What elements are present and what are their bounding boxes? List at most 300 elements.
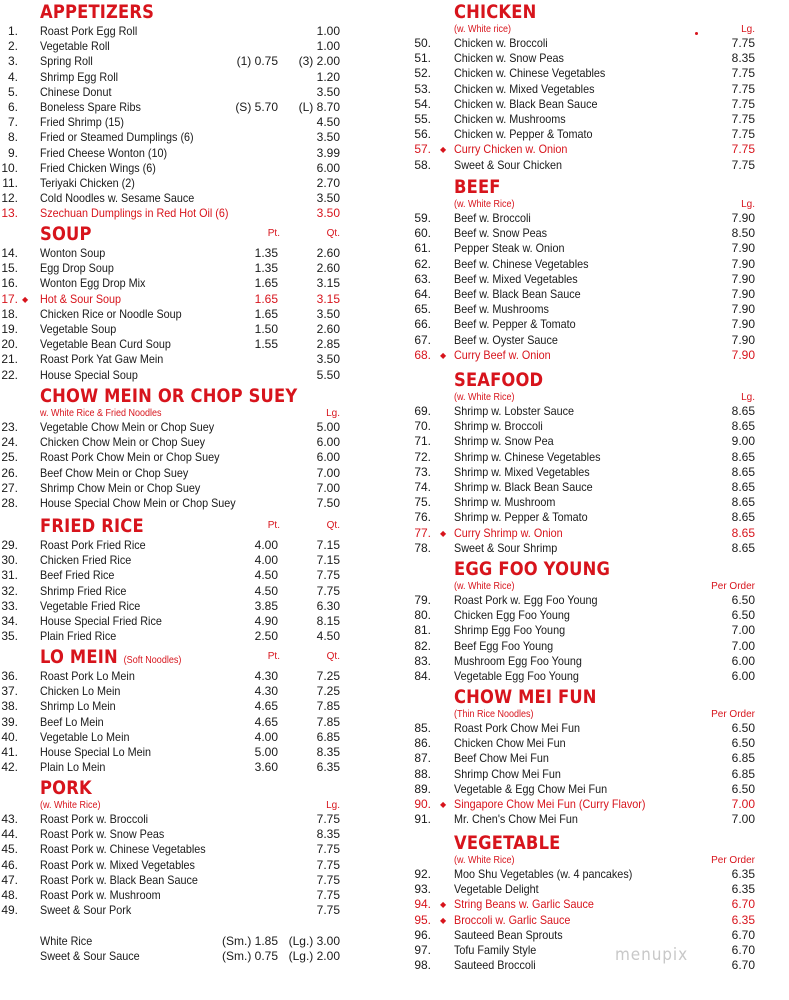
section-title: CHICKEN <box>454 1 537 23</box>
section-header <box>410 175 755 199</box>
item-price-small: 4.00 <box>254 538 278 552</box>
menu-item <box>0 584 350 599</box>
item-number: 79. <box>414 593 431 607</box>
menu-section <box>410 175 755 363</box>
item-name: Hot & Sour Soup <box>40 291 122 306</box>
item-number: 68. <box>414 347 431 362</box>
item-number: 38. <box>1 699 18 714</box>
item-name: Teriyaki Chicken (2) <box>40 175 135 190</box>
item-price-large: 7.25 <box>316 684 340 699</box>
item-price-large: 7.15 <box>316 553 340 568</box>
item-price: 8.65 <box>731 540 755 555</box>
item-number: 1. <box>7 24 18 38</box>
item-name: Chinese Donut <box>40 84 112 99</box>
menu-item <box>410 882 755 897</box>
menu-item <box>410 287 755 302</box>
item-name: Chicken w. Pepper & Tomato <box>454 127 593 142</box>
item-name: Beef w. Pepper & Tomato <box>454 317 576 332</box>
item-price-large: 2.85 <box>316 337 340 352</box>
item-number: 51. <box>414 51 431 66</box>
extra-item <box>0 934 350 949</box>
item-number: 84. <box>414 668 431 683</box>
item-name: Shrimp w. Pepper & Tomato <box>454 510 588 525</box>
item-price-large: 6.00 <box>316 450 340 465</box>
item-price-large: 7.75 <box>316 583 340 598</box>
item-name: Beef w. Oyster Sauce <box>454 332 558 347</box>
menu-item <box>0 322 350 337</box>
section-note-row <box>410 392 755 404</box>
item-price: 7.90 <box>731 317 755 332</box>
item-number: 18. <box>1 306 18 321</box>
item-number: 57. <box>414 142 431 157</box>
menu-item <box>410 943 755 958</box>
item-number: 22. <box>1 367 18 382</box>
item-name: Vegetable Delight <box>454 882 539 897</box>
item-name: Chicken Fried Rice <box>40 553 132 568</box>
item-name: Roast Pork w. Mushroom <box>40 887 161 902</box>
item-number: 78. <box>414 540 431 555</box>
section-header <box>0 645 350 669</box>
menu-item <box>0 100 350 115</box>
menu-item <box>0 161 350 176</box>
item-price-large: 7.15 <box>316 538 340 552</box>
item-name: Roast Pork Chow Mei Fun <box>454 721 581 735</box>
item-price-large: 3.50 <box>316 191 340 206</box>
item-price-large: 7.75 <box>316 857 340 872</box>
menu-item <box>410 112 755 127</box>
item-name: Roast Pork w. Mixed Vegetables <box>40 857 195 872</box>
menu-item <box>410 465 755 480</box>
menu-item <box>410 404 755 419</box>
item-number: 25. <box>1 450 18 465</box>
item-number: 80. <box>414 608 431 623</box>
menu-item <box>410 593 755 608</box>
item-price: 6.00 <box>731 653 755 668</box>
item-number: 27. <box>1 480 18 495</box>
item-price-large: 6.00 <box>316 160 340 175</box>
item-name: Roast Pork Egg Roll <box>40 24 138 38</box>
item-number: 7. <box>7 115 18 130</box>
item-name: Cold Noodles w. Sesame Sauce <box>40 191 195 206</box>
item-name: Shrimp w. Lobster Sauce <box>454 404 575 418</box>
menu-item <box>410 127 755 142</box>
item-number: 69. <box>414 404 431 418</box>
item-number: 4. <box>7 69 18 84</box>
column-header: Per Order <box>711 855 755 866</box>
item-price-large: 6.00 <box>316 435 340 450</box>
item-price-large: 8.15 <box>316 613 340 628</box>
item-price: 6.50 <box>731 593 755 607</box>
menu-item <box>0 614 350 629</box>
item-price-large: 5.50 <box>316 367 340 382</box>
item-price-large: 6.35 <box>316 760 340 775</box>
item-number: 60. <box>414 226 431 241</box>
item-number: 31. <box>1 568 18 583</box>
item-price-large: 7.50 <box>316 495 340 510</box>
item-name: Roast Pork w. Egg Foo Young <box>454 593 598 607</box>
item-price-large: 6.85 <box>316 729 340 744</box>
item-price-small: 4.50 <box>254 583 278 598</box>
item-name: Fried Shrimp (15) <box>40 115 125 130</box>
item-price-small: 1.65 <box>254 276 278 291</box>
menu-section <box>0 222 350 383</box>
extra-price-small: (Sm.) 0.75 <box>221 949 278 964</box>
item-name: House Special Chow Mein or Chop Suey <box>40 495 236 510</box>
item-number: 33. <box>1 598 18 613</box>
item-price: 7.00 <box>731 638 755 653</box>
item-price: 6.70 <box>731 897 755 912</box>
item-number: 66. <box>414 317 431 332</box>
menu-item <box>410 751 755 766</box>
item-price: 6.50 <box>731 781 755 796</box>
section-title <box>40 222 92 246</box>
item-name: Pepper Steak w. Onion <box>454 241 565 256</box>
section-note: (w. White rice) <box>454 24 512 35</box>
section-title: BEEF <box>454 176 501 198</box>
item-price-small: 4.30 <box>254 669 278 683</box>
column-header-qt: Qt. <box>326 520 340 531</box>
menu-item <box>0 745 350 760</box>
item-price-large: 7.85 <box>316 699 340 714</box>
item-number: 75. <box>414 495 431 510</box>
column-header: Per Order <box>711 581 755 592</box>
section-header <box>0 776 350 800</box>
item-price-large: 3.50 <box>316 352 340 367</box>
item-price: 7.75 <box>731 127 755 142</box>
section-note-row <box>410 709 755 721</box>
item-number: 65. <box>414 302 431 317</box>
extras-section <box>0 934 350 964</box>
menu-item <box>410 639 755 654</box>
item-name: Shrimp w. Mushroom <box>454 495 556 510</box>
section-title <box>40 0 154 24</box>
section-note: (w. White Rice) <box>454 392 515 403</box>
menu-item <box>410 767 755 782</box>
item-name: Chicken Chow Mei Fun <box>454 736 566 751</box>
item-name: Vegetable Egg Foo Young <box>454 668 579 683</box>
menu-item <box>410 241 755 256</box>
item-number: 9. <box>7 145 18 160</box>
menu-item <box>0 420 350 435</box>
menu-item <box>0 24 350 39</box>
item-number: 30. <box>1 553 18 568</box>
item-name: Egg Drop Soup <box>40 261 114 276</box>
item-name: Roast Pork w. Broccoli <box>40 812 149 826</box>
item-number: 58. <box>414 157 431 172</box>
menu-section <box>0 0 350 221</box>
item-price-large: 7.75 <box>316 887 340 902</box>
item-name: Shrimp Chow Mein or Chop Suey <box>40 480 201 495</box>
item-number: 85. <box>414 721 431 735</box>
item-price-small: 1.35 <box>254 246 278 260</box>
menu-item <box>410 958 755 973</box>
item-number: 76. <box>414 510 431 525</box>
item-price-small: 1.65 <box>254 291 278 306</box>
item-name: Plain Fried Rice <box>40 629 117 644</box>
menu-item <box>410 623 755 638</box>
menu-item <box>410 51 755 66</box>
menu-item <box>0 206 350 221</box>
item-number: 43. <box>1 812 18 826</box>
section-header <box>0 514 350 538</box>
item-price-small: 1.55 <box>254 337 278 352</box>
item-price-large: 8.35 <box>316 827 340 842</box>
item-price-large: 1.00 <box>316 39 340 54</box>
item-number: 96. <box>414 927 431 942</box>
item-name: Vegetable Soup <box>40 321 117 336</box>
item-number: 61. <box>414 241 431 256</box>
item-price-large: 7.85 <box>316 714 340 729</box>
item-number: 82. <box>414 638 431 653</box>
item-price-small: 4.30 <box>254 684 278 699</box>
section-title <box>40 645 181 672</box>
item-name: Mushroom Egg Foo Young <box>454 653 582 668</box>
menu-item <box>410 82 755 97</box>
menu-item <box>410 211 755 226</box>
item-price: 7.00 <box>731 623 755 638</box>
menu-item <box>410 348 755 363</box>
item-name: Curry Shrimp w. Onion <box>454 525 563 540</box>
item-price: 6.35 <box>731 882 755 897</box>
item-number: 83. <box>414 653 431 668</box>
item-number: 59. <box>414 211 431 225</box>
menu-item <box>410 434 755 449</box>
menu-item <box>0 435 350 450</box>
item-price-large: 7.75 <box>316 872 340 887</box>
column-header-pt: Pt. <box>267 520 280 531</box>
item-number: 17. <box>1 291 18 306</box>
menu-item <box>0 85 350 100</box>
item-number: 52. <box>414 66 431 81</box>
section-note: (Thin Rice Noodles) <box>454 709 534 720</box>
spicy-icon: ◆ <box>440 145 447 155</box>
item-name: Vegetable Roll <box>40 39 110 54</box>
section-note-row <box>0 800 350 812</box>
menu-item <box>410 450 755 465</box>
item-name: Beef w. Mushrooms <box>454 302 549 317</box>
menu-section <box>0 776 350 918</box>
menu-item <box>0 191 350 206</box>
spicy-icon: ◆ <box>440 900 447 910</box>
column-header: Per Order <box>711 709 755 720</box>
item-number: 23. <box>1 420 18 434</box>
menu-item <box>0 684 350 699</box>
item-price-small: 1.65 <box>254 306 278 321</box>
menu-item <box>410 797 755 812</box>
item-number: 5. <box>7 84 18 99</box>
menu-item <box>410 36 755 51</box>
section-note: (w. White Rice) <box>40 800 101 811</box>
item-number: 35. <box>1 629 18 644</box>
section-header <box>0 222 350 246</box>
item-price-small: 1.50 <box>254 321 278 336</box>
menu-item <box>0 538 350 553</box>
item-number: 90. <box>414 796 431 811</box>
menu-item <box>410 721 755 736</box>
item-number: 42. <box>1 760 18 775</box>
item-price-small: 4.00 <box>254 553 278 568</box>
item-number: 3. <box>7 54 18 69</box>
column-header-qt: Qt. <box>326 651 340 662</box>
menu-item <box>0 146 350 161</box>
item-number: 21. <box>1 352 18 367</box>
menu-item <box>0 261 350 276</box>
section-title-text: CHOW MEIN OR CHOP SUEY <box>40 385 298 407</box>
item-price-small: 4.00 <box>254 729 278 744</box>
menu-section <box>0 645 350 775</box>
menu-item <box>0 39 350 54</box>
item-name: Chicken Chow Mein or Chop Suey <box>40 435 206 450</box>
item-price-large: 2.70 <box>316 175 340 190</box>
item-name: Sauteed Broccoli <box>454 958 536 973</box>
menu-section <box>410 368 755 556</box>
section-header <box>0 0 350 24</box>
item-price-large: 8.35 <box>316 744 340 759</box>
item-price-large: 2.60 <box>316 246 340 260</box>
item-number: 55. <box>414 111 431 126</box>
column-header-qt: Qt. <box>326 228 340 239</box>
menu-item <box>0 176 350 191</box>
item-name: Roast Pork Chow Mein or Chop Suey <box>40 450 220 465</box>
item-name: Shrimp w. Broccoli <box>454 419 543 434</box>
menu-item <box>0 466 350 481</box>
item-number: 24. <box>1 435 18 450</box>
menu-item <box>0 496 350 511</box>
menu-item <box>0 337 350 352</box>
item-name: Moo Shu Vegetables (w. 4 pancakes) <box>454 867 633 881</box>
item-number: 95. <box>414 912 431 927</box>
section-note: (w. White Rice) <box>454 581 515 592</box>
item-number: 98. <box>414 958 431 973</box>
item-name: Sweet & Sour Chicken <box>454 157 563 172</box>
item-number: 37. <box>1 684 18 699</box>
item-price: 6.70 <box>731 942 755 957</box>
item-name: Shrimp Chow Mei Fun <box>454 766 561 781</box>
section-header <box>0 384 350 408</box>
menu-item <box>410 480 755 495</box>
item-price: 6.85 <box>731 751 755 766</box>
item-number: 32. <box>1 583 18 598</box>
item-name: Chicken w. Broccoli <box>454 36 548 50</box>
item-name: Roast Pork w. Black Bean Sauce <box>40 872 198 887</box>
item-price: 6.35 <box>731 867 755 881</box>
menu-item <box>410 495 755 510</box>
item-price: 8.65 <box>731 449 755 464</box>
section-header <box>410 685 755 709</box>
section-note-row <box>410 24 755 36</box>
menu-item <box>0 70 350 85</box>
item-number: 20. <box>1 337 18 352</box>
item-price-large: 6.30 <box>316 598 340 613</box>
item-number: 12. <box>1 191 18 206</box>
item-price: 8.65 <box>731 479 755 494</box>
extra-price-large: (Lg.) 2.00 <box>288 949 340 964</box>
spicy-icon: ◆ <box>440 799 447 809</box>
item-price-large: 7.75 <box>316 903 340 918</box>
item-number: 10. <box>1 160 18 175</box>
item-number: 16. <box>1 276 18 291</box>
item-price-small: 4.65 <box>254 699 278 714</box>
item-number: 26. <box>1 465 18 480</box>
item-number: 94. <box>414 897 431 912</box>
item-name: Beef w. Snow Peas <box>454 226 548 241</box>
menu-item <box>410 526 755 541</box>
item-name: Roast Pork w. Chinese Vegetables <box>40 842 206 857</box>
item-price: 7.90 <box>731 256 755 271</box>
item-name: Curry Chicken w. Onion <box>454 142 568 157</box>
item-name: Chicken Lo Mein <box>40 684 121 699</box>
item-name: Spring Roll <box>40 54 93 69</box>
item-number: 93. <box>414 882 431 897</box>
menu-item <box>0 553 350 568</box>
menu-item <box>0 115 350 130</box>
extra-price-large: (Lg.) 3.00 <box>288 934 340 948</box>
item-name: Roast Pork Lo Mein <box>40 669 135 683</box>
item-name: Singapore Chow Mei Fun (Curry Flavor) <box>454 796 646 811</box>
menu-section <box>0 384 350 511</box>
menu-item <box>410 736 755 751</box>
item-price: 6.50 <box>731 608 755 623</box>
item-name: Vegetable Bean Curd Soup <box>40 337 171 352</box>
item-price: 8.65 <box>731 404 755 418</box>
item-price-large: 7.25 <box>316 669 340 683</box>
menu-item <box>0 368 350 383</box>
menu-item <box>0 842 350 857</box>
section-title-sub: (Soft Noodles) <box>123 654 182 666</box>
item-number: 19. <box>1 321 18 336</box>
menu-item <box>0 246 350 261</box>
item-name: House Special Soup <box>40 367 138 382</box>
item-price-small: (S) 5.70 <box>235 99 278 114</box>
menu-item <box>0 760 350 775</box>
item-price: 7.90 <box>731 241 755 256</box>
item-price-small: 5.00 <box>254 744 278 759</box>
item-number: 13. <box>1 206 18 221</box>
item-number: 88. <box>414 766 431 781</box>
item-name: String Beans w. Garlic Sauce <box>454 897 594 912</box>
menu-item <box>0 54 350 69</box>
section-title-text: PORK <box>40 777 92 799</box>
item-price: 8.65 <box>731 495 755 510</box>
item-number: 62. <box>414 256 431 271</box>
section-title <box>40 384 297 408</box>
item-name: Shrimp w. Mixed Vegetables <box>454 464 590 479</box>
section-title: EGG FOO YOUNG <box>454 558 611 580</box>
section-title-text: LO MEIN <box>40 646 118 668</box>
menu-item <box>410 272 755 287</box>
section-title: SEAFOOD <box>454 369 544 391</box>
item-name: Vegetable Fried Rice <box>40 598 141 613</box>
item-name: Roast Pork Fried Rice <box>40 538 146 552</box>
item-name: House Special Lo Mein <box>40 744 152 759</box>
item-price-large: 3.50 <box>316 206 340 221</box>
section-title-text: APPETIZERS <box>40 1 155 23</box>
item-number: 71. <box>414 434 431 449</box>
column-header: Lg. <box>741 199 755 210</box>
item-number: 70. <box>414 419 431 434</box>
menu-item <box>410 654 755 669</box>
item-name: Fried Cheese Wonton (10) <box>40 145 168 160</box>
menu-item <box>410 66 755 81</box>
item-name: Beef Lo Mein <box>40 714 104 729</box>
item-name: Vegetable Lo Mein <box>40 729 130 744</box>
section-header <box>410 831 755 855</box>
item-number: 56. <box>414 127 431 142</box>
item-name: Sweet & Sour Pork <box>40 903 132 918</box>
decorative-dot <box>695 32 698 35</box>
item-price-large: 3.15 <box>316 276 340 291</box>
item-price-large: 2.60 <box>316 261 340 276</box>
